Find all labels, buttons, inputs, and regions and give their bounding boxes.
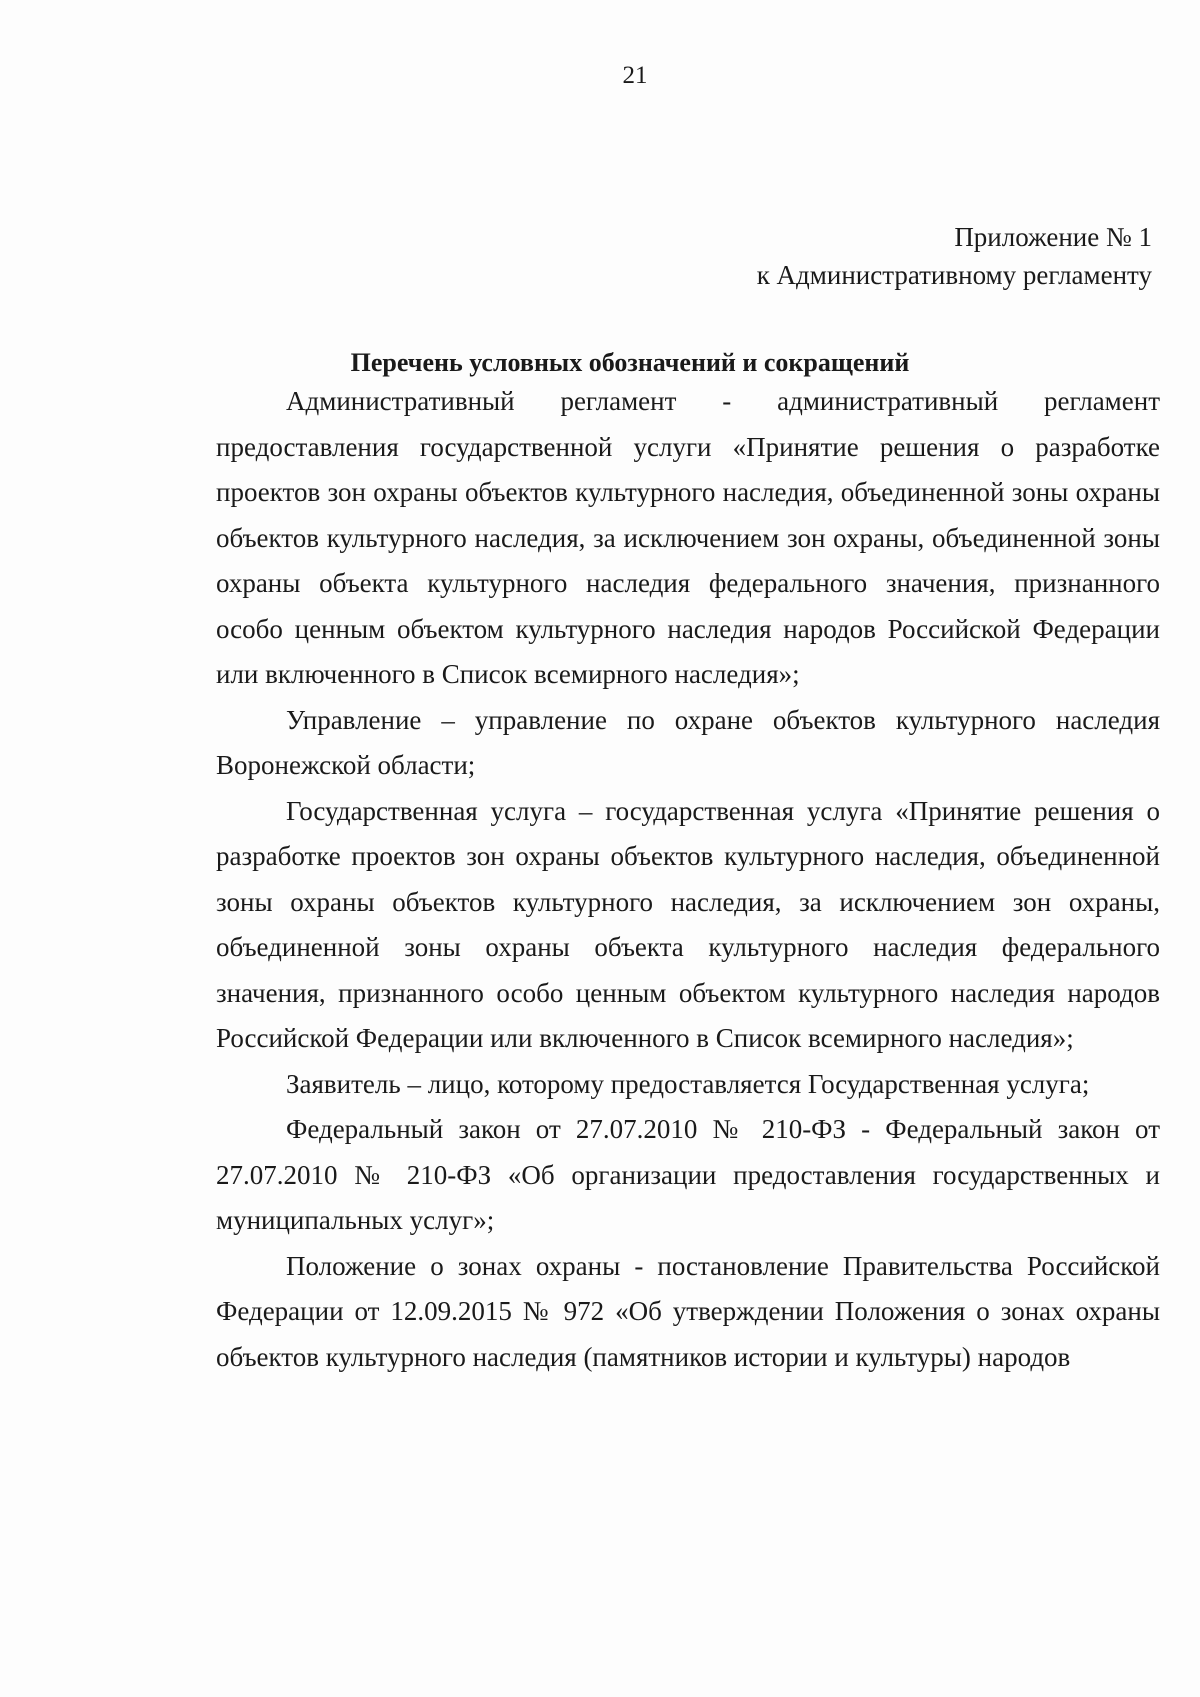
annex-title: Приложение № 1	[954, 222, 1152, 252]
annex-subtitle: к Административному регламенту	[756, 260, 1152, 290]
paragraph-protection-zones-regulation: Положение о зонах охраны - постановление Правительства Российской Федерации от 12.09.2015 № 972 «Об утверждении Положения о зонах охраны объектов культурного наследия (памятников истории и культуры) народов	[216, 1250, 1160, 1372]
paragraph-department: Управление – управление по охране объектов культурного наследия Воронежской области;	[216, 704, 1160, 780]
paragraph-administrative-regulation: Административный регламент - административный регламент предоставления государственной услуги «Принятие решения о разработке проектов зон охраны объектов культурного наследия, объединенной зоны охраны объектов культурного наследия, за исключением зон охраны, объединенной зоны охраны объекта культурного наследия федерального значения, признанного особо ценным объектом культурного наследия народов Российской Федерации или включенного в Список всемирного наследия»;	[216, 386, 1160, 689]
annex-reference	[757, 218, 1152, 294]
document-heading: Перечень условных обозначений и сокращений	[350, 348, 910, 377]
paragraph-applicant: Заявитель – лицо, которому предоставляется Государственная услуга;	[286, 1068, 1090, 1099]
paragraph-state-service: Государственная услуга – государственная услуга «Принятие решения о разработке проектов зон охраны объектов культурного наследия, объединенной зоны охраны объектов культурного наследия, за исключением зон охраны, объединенной зоны охраны объекта культурного наследия федерального значения, признанного особо ценным объектом культурного наследия народов Российской Федерации или включенного в Список всемирного наследия»;	[216, 795, 1160, 1053]
document-body	[216, 379, 1160, 1380]
page-number: 21	[622, 62, 648, 89]
paragraph-federal-law: Федеральный закон от 27.07.2010 № 210-ФЗ - Федеральный закон от 27.07.2010 № 210-ФЗ «Об организации предоставления государственных и муниципальных услуг»;	[216, 1114, 1160, 1235]
